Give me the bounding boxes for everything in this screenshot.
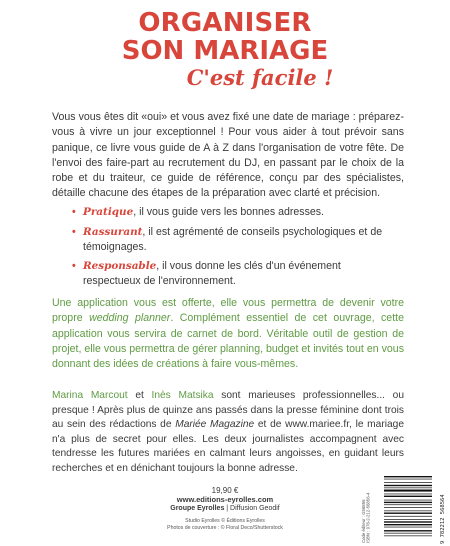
intro-paragraph: Vous vous êtes dit «oui» et vous avez fixé une date de mariage : préparez-vous à vivre un jour exceptionnel ! Pour vous aider à tout prévoir sans panique, ce livre vous guide de A à Z dans l'organisation de votre fête. De l'envoi des faire-part au recrutement du DJ, en passant par le choix de la robe et du traiteur, ce guide de référence, conçu par des spécialistes, détaille chacune des étapes de la préparation avec clarté et précision.: [52, 111, 404, 200]
feature-item-pratique: [72, 205, 392, 220]
isbn-text: ISBN : 978-2-212-56856-4: [365, 492, 371, 543]
app-paragraph: [52, 296, 404, 372]
price: 19,90 €: [211, 486, 239, 495]
feature-list: [72, 205, 392, 294]
title-line-2: SON MARIAGE: [121, 36, 329, 66]
barcode-digits: 9 782212 568564: [440, 494, 446, 544]
authors-paragraph: [52, 389, 404, 477]
app-text-a: Une application vous est offerte, elle vous permettra de devenir votre propre: [52, 297, 404, 325]
app-text-italic: wedding planner: [89, 312, 171, 325]
feature-item-responsable: [72, 259, 392, 289]
distributor: | Diffusion Geodif: [224, 505, 280, 512]
editor-code: Code éditeur : G56856: [361, 499, 366, 543]
feature-item-rassurant: [72, 225, 392, 255]
authors-and: et: [127, 390, 152, 401]
title-tagline: C'est facile !: [186, 65, 334, 90]
feature-keyword: Rassurant: [83, 225, 143, 238]
publisher-group: Groupe Eyrolles: [170, 505, 225, 512]
cover-title: [0, 10, 450, 88]
magazine-name: Mariée Magazine: [175, 419, 255, 431]
credits-line-2: Photos de couverture : © Floral Deco/Shutterstock: [167, 525, 283, 531]
feature-keyword: Pratique: [83, 206, 134, 218]
bullet-icon: •: [72, 206, 76, 218]
app-text-b: . Complément essentiel de cet ouvrage, cette application vous servira de carnet de bord. Véritable outil de gestion de projet, elle vous permettra de gérer planning, budget et invités tout en vous donnant des idées de créations à faire vous-mêmes.: [52, 312, 404, 371]
title-line-1: ORGANISER: [138, 8, 312, 38]
credits-line-1: Studio Eyrolles © Éditions Eyrolles: [185, 518, 265, 524]
feature-text: , il vous donne les clés d'un événement respectueux de l'environnement.: [83, 260, 341, 288]
authors-text-a: sont marieuses professionnelles... ou presque ! Après plus de quinze ans passés dans la presse féminine dont trois au sein des rédactions de: [52, 390, 404, 431]
author-name-2: Inès Matsika: [151, 390, 214, 401]
publisher-website: www.editions-eyrolles.com: [176, 495, 274, 504]
editor-code-vertical: [362, 483, 374, 543]
bullet-icon: •: [72, 260, 76, 273]
authors-text-b: et de www.mariee.fr, le mariage n'a plus de secret pour elles. Les deux journalistes accompagnent avec tendresse les futures mariées en calmant leurs angoisses, en guidant leurs recherches et en dénichant toujours la bonne adresse.: [52, 419, 404, 474]
feature-text: , il vous guide vers les bonnes adresses.: [133, 206, 324, 218]
barcode: [378, 474, 438, 544]
feature-keyword: Responsable: [83, 260, 157, 273]
author-name-1: Marina Marcout: [52, 390, 128, 401]
bullet-icon: •: [72, 225, 76, 238]
feature-text: , il est agrémenté de conseils psychologiques et de témoignages.: [83, 225, 383, 253]
